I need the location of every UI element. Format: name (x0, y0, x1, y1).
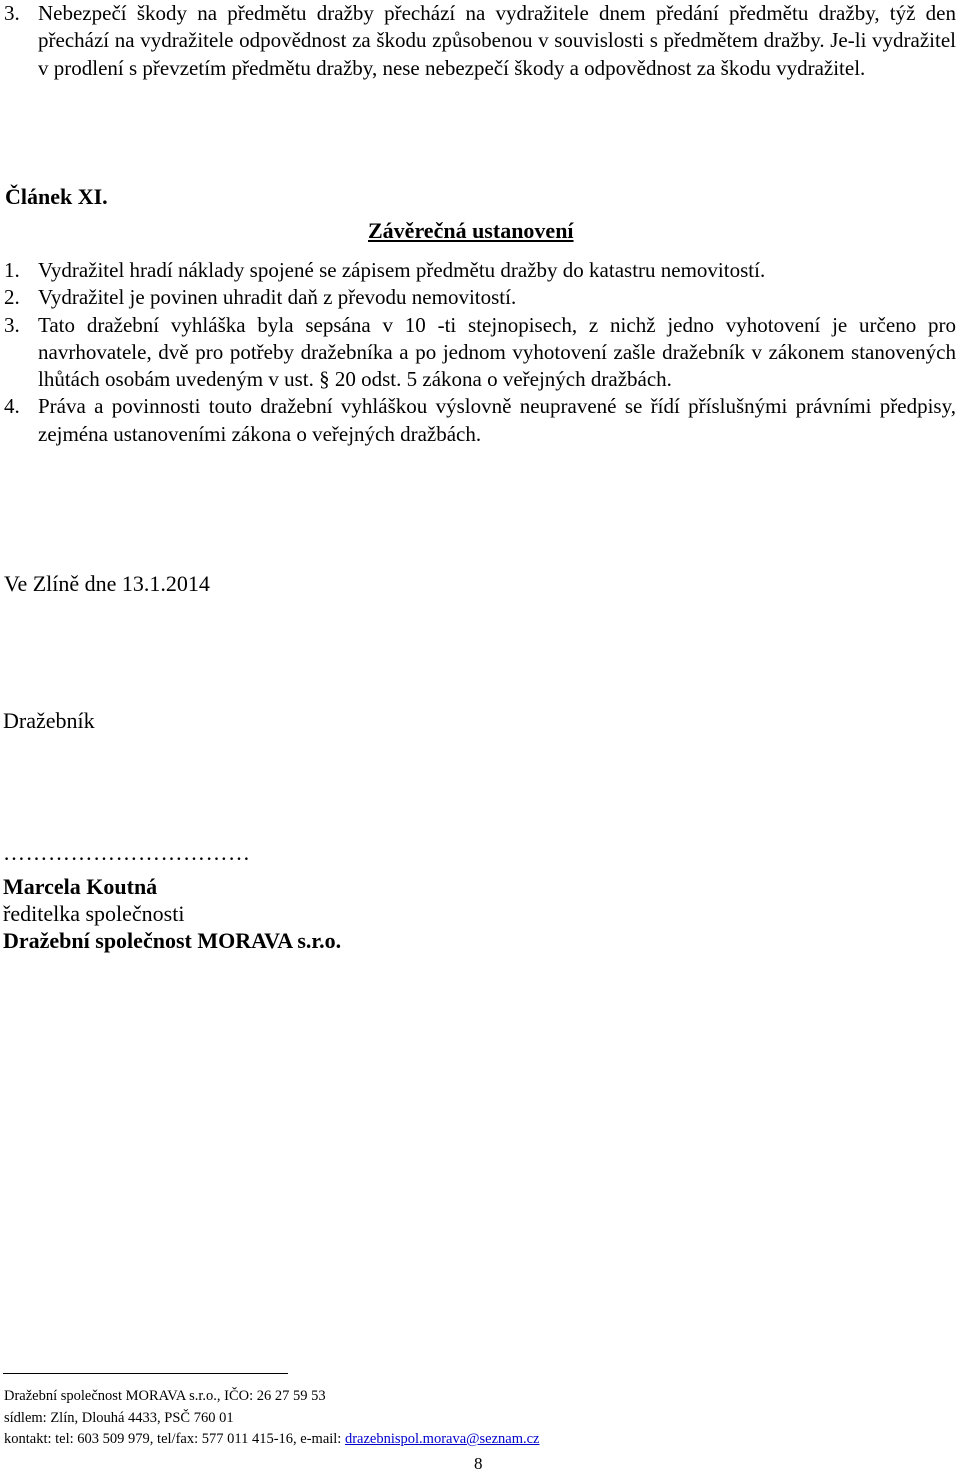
footer (4, 1386, 540, 1451)
footer-company: Dražební společnost MORAVA s.r.o., IČO: 26 27 59 53 (4, 1388, 326, 1404)
signatory-name: Marcela Koutná (3, 874, 158, 899)
list-item (0, 312, 956, 394)
article-title: Závěrečná ustanovení (368, 218, 574, 243)
item-text: Práva a povinnosti touto dražební vyhláškou výslovně neupravené se řídí příslušnými právními předpisy, zejména ustanoveními zákona o veřejných dražbách. (38, 394, 956, 446)
signature-line: …………………………… (3, 840, 251, 865)
article-heading: Článek XI. (5, 184, 108, 209)
signatory-role: Dražebník (3, 708, 95, 733)
place-date: Ve Zlíně dne 13.1.2014 (4, 571, 210, 596)
email-link[interactable]: drazebnispol.morava@seznam.cz (344, 1431, 540, 1447)
item-number: 3. (4, 312, 20, 337)
section-3 (0, 0, 956, 82)
footer-contact (4, 1429, 540, 1451)
item-number: 1. (4, 258, 20, 282)
page-number: 8 (474, 1454, 483, 1473)
item-number: 2. (4, 285, 20, 310)
footer-address: sídlem: Zlín, Dlouhá 4433, PSČ 760 01 (4, 1409, 234, 1426)
item-number: 4. (4, 394, 20, 419)
final-provisions-list (0, 257, 956, 448)
list-item (0, 393, 956, 448)
item-text: Tato dražební vyhláška byla sepsána v 10 -ti stejnopisech, z nichž jedno vyhotovení je určeno pro navrhovatele, dvě pro potřeby dražebníka a po jednom vyhotovení zašle dražebník v zákonem stanovených lhůtách osobám uvedeným v ust. § 20 odst. 5 zákona o veřejných dražbách. (38, 312, 956, 392)
item-number: 3. (4, 1, 20, 25)
signatory-company: Dražební společnost MORAVA s.r.o. (3, 928, 342, 953)
list-item (0, 257, 956, 284)
item-text: Vydražitel hradí náklady spojené se zápisem předmětu dražby do katastru nemovitostí. (38, 258, 766, 282)
footer-divider (3, 1373, 288, 1374)
list-item (0, 0, 956, 82)
list-item (0, 284, 956, 311)
footer-contact-text: kontakt: tel: 603 509 979, tel/fax: 577 011 415-16, e-mail: (4, 1431, 345, 1447)
item-text: Vydražitel je povinen uhradit daň z převodu nemovitostí. (38, 285, 517, 310)
signatory-position: ředitelka společnosti (3, 901, 185, 926)
item-text: Nebezpečí škody na předmětu dražby přechází na vydražitele dnem předání předmětu dražby, týž den přechází na vydražitele odpovědnost za škodu způsobenou v souvislosti s předmětem dražby. Je-li vydražitel v prodlení s převzetím předmětu dražby, nese nebezpečí škody a odpovědnost za škodu vydražitel. (38, 1, 956, 80)
